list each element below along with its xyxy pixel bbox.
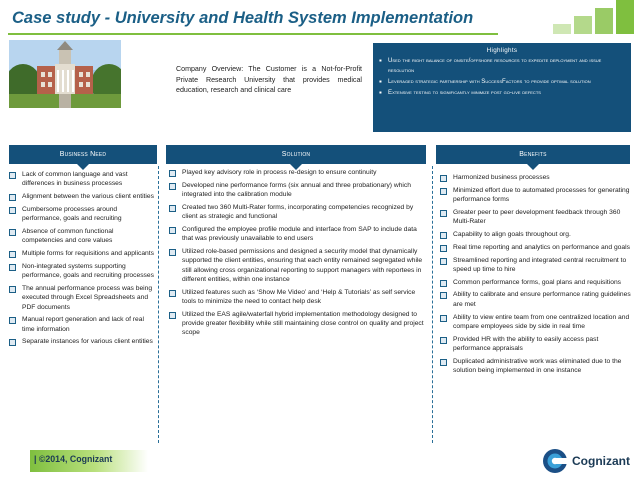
solution-item: Utilized features such as ‘Show Me Video’ and ‘Help & Tutorials’ as self service tools to minimize the need to contact help desk — [166, 288, 428, 307]
highlights-title: Highlights — [486, 47, 518, 54]
benefit-item: Harmonized business processes — [437, 173, 633, 182]
solution-item: Configured the employee profile module and interface from SAP to include data that was previously unavailable to end users — [166, 225, 428, 244]
benefit-item: Ability to view entire team from one centralized location and compare employees side by side in real time — [437, 313, 633, 332]
business-need-item: Absence of common functional competencies and core values — [6, 227, 154, 246]
solution-item: Created two 360 Multi-Rater forms, incorporating competencies recognized by client as strategic and functional — [166, 203, 428, 222]
benefit-item: Provided HR with the ability to easily access past performance appraisals — [437, 335, 633, 354]
benefits-header: Benefits — [436, 145, 630, 164]
highlight-item: ▪ Leveraged strategic partnership with SuccessFactors to provide optimal solution — [379, 77, 625, 87]
column-divider-right — [432, 166, 433, 443]
cognizant-logo-icon — [542, 448, 568, 474]
column-divider-left — [158, 166, 159, 443]
campus-building-image — [9, 40, 121, 108]
solution-list — [166, 168, 428, 341]
business-need-item: The annual performance process was being executed through Excel Spreadsheets and PDF documents — [6, 284, 154, 312]
solution-item: Played key advisory role in process re-design to ensure continuity — [166, 168, 428, 177]
business-need-header: Business Need — [9, 145, 157, 164]
solution-item: Utilized the EAS agile/waterfall hybrid implementation methodology designed to provide greater flexibility while still maintaining close control on quality and project scope — [166, 310, 428, 338]
business-need-item: Non-integrated systems supporting performance, goals and recruiting processes — [6, 262, 154, 281]
benefit-item: Ability to calibrate and ensure performance rating guidelines are met — [437, 290, 633, 309]
business-need-item: Separate instances for various client entities — [6, 337, 154, 346]
logo-wordmark: Cognizant — [572, 454, 630, 468]
business-need-item: Multiple forms for requisitions and applicants — [6, 249, 154, 258]
benefit-item: Real time reporting and analytics on performance and goals — [437, 243, 633, 252]
solution-item: Developed nine performance forms (six annual and three probationary) which integrated into the calibration module — [166, 181, 428, 200]
business-need-item: Alignment between the various client entities — [6, 192, 154, 201]
business-need-list — [6, 170, 154, 350]
solution-item: Utilized role-based permissions and designed a security model that dynamically supported the client entities, ensuring that each entity remained segregated while still allowing cross organizational reporting to support managers with reportees in different entities, within one instance — [166, 247, 428, 284]
benefit-item: Capability to align goals throughout org. — [437, 230, 633, 239]
business-need-item: Cumbersome processes around performance, goals and recruiting — [6, 205, 154, 224]
business-need-item: Lack of common language and vast differences in business processes — [6, 170, 154, 189]
benefit-item: Minimized effort due to automated processes for generating performance forms — [437, 186, 633, 205]
title-underline — [8, 33, 498, 35]
benefits-list — [437, 173, 633, 379]
benefit-item: Duplicated administrative work was eliminated due to the solution being implemented in one instance — [437, 357, 633, 376]
benefit-item: Common performance forms, goal plans and requisitions — [437, 278, 633, 287]
business-need-item: Manual report generation and lack of real time information — [6, 315, 154, 334]
footer-copyright: | ©2014, Cognizant — [34, 454, 113, 464]
highlight-item: ▪ Used the right balance of onsite/offshore resources to expedite deployment and issue resolution — [379, 56, 625, 75]
company-overview: Company Overview: The Customer is a Not-for-Profit Private Research University that provides medical education, research and clinical care — [176, 65, 362, 95]
benefit-item: Greater peer to peer development feedback through 360 Multi-Rater — [437, 208, 633, 227]
highlight-item: ▪ Extensive testing to significantly minimize post go-live defects — [379, 88, 625, 98]
cognizant-logo — [542, 448, 630, 474]
corner-decoration — [498, 0, 638, 34]
page-title: Case study - University and Health System Implementation — [12, 9, 474, 27]
highlights-list — [379, 56, 625, 97]
benefit-item: Streamlined reporting and integrated central recruitment to speed up time to hire — [437, 256, 633, 275]
solution-header: Solution — [166, 145, 426, 164]
highlights-panel — [373, 43, 631, 132]
